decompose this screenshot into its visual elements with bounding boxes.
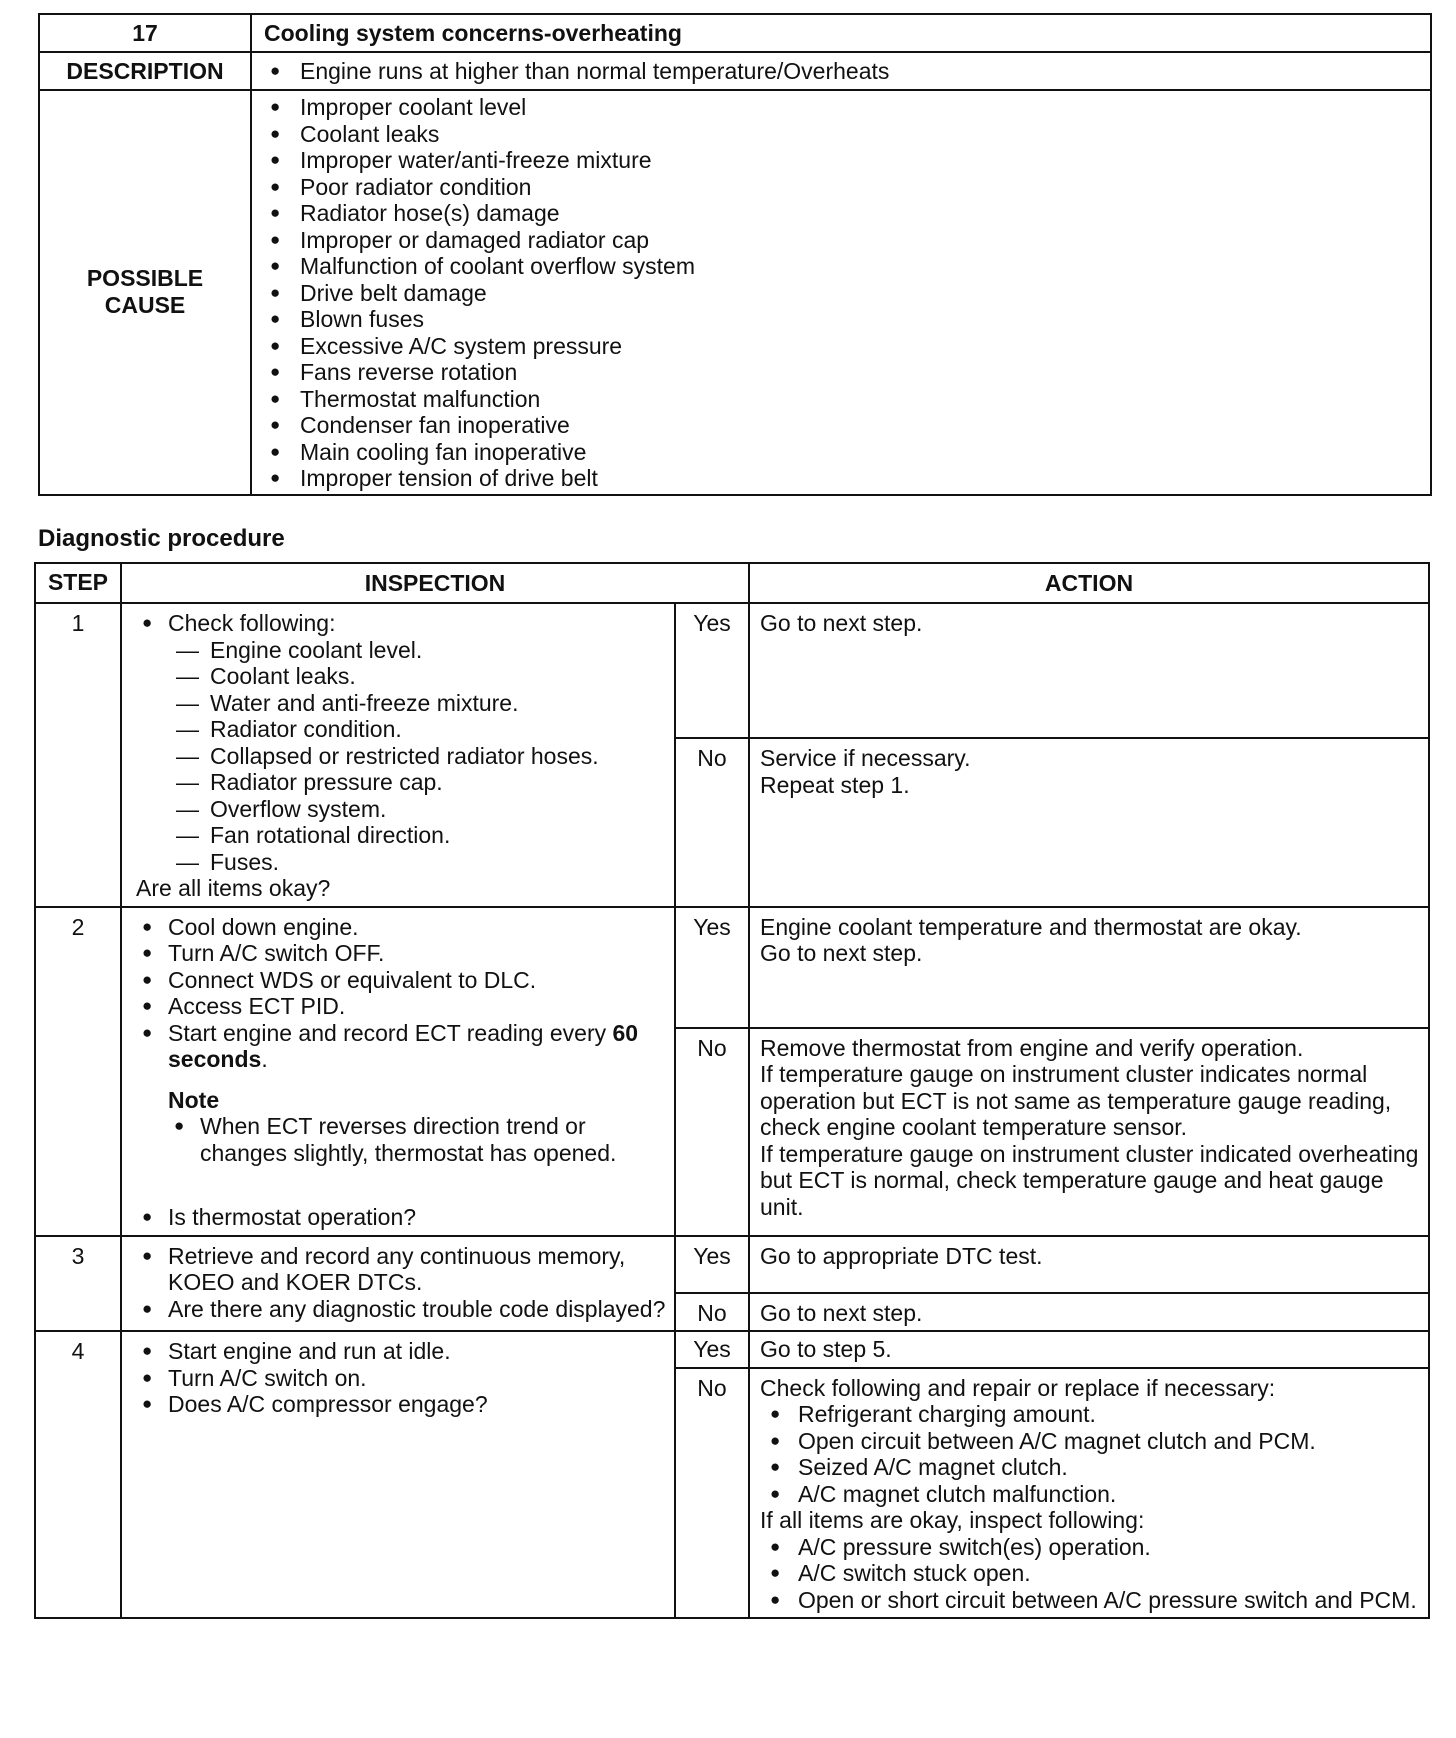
cause-item: ● Blown fuses [264, 306, 1429, 333]
action-item: ● Open circuit between A/C magnet clutch and PCM. [768, 1428, 1420, 1455]
step-row-1 [35, 603, 1429, 738]
step-4-no-list-1 [760, 1401, 1420, 1507]
cause-item: ● Improper coolant level [264, 94, 1429, 121]
step-4-inspection [121, 1331, 675, 1618]
step-3-yes-action: Go to appropriate DTC test. [749, 1236, 1429, 1293]
concern-header-row [39, 14, 1431, 52]
step-1-no-action: Service if necessary. Repeat step 1. [749, 738, 1429, 907]
step-row-3 [35, 1236, 1429, 1293]
note-text: ● When ECT reverses direction trend or changes slightly, thermostat has opened. [168, 1113, 666, 1166]
inspect-item: ● Start engine and record ECT reading every 60 seconds. [136, 1020, 666, 1073]
step-2-inspection [121, 907, 675, 1236]
cause-list [264, 94, 1429, 492]
yes-label: Yes [675, 603, 749, 738]
action-item: ● A/C magnet clutch malfunction. [768, 1481, 1420, 1508]
cause-item: ● Radiator hose(s) damage [264, 200, 1429, 227]
description-label: DESCRIPTION [39, 52, 251, 90]
cause-item: ● Fans reverse rotation [264, 359, 1429, 386]
step-2-yes-action: Engine coolant temperature and thermostat are okay. Go to next step. [749, 907, 1429, 1028]
step-number: 4 [35, 1331, 121, 1618]
no-label: No [675, 1028, 749, 1236]
step-1-yes-action: Go to next step. [749, 603, 1429, 738]
step-1-check-list [136, 637, 666, 876]
inspection-header: INSPECTION [121, 563, 749, 603]
step-3-list [136, 1243, 666, 1323]
cause-item: ● Thermostat malfunction [264, 386, 1429, 413]
action-item: ● Seized A/C magnet clutch. [768, 1454, 1420, 1481]
cause-item: ● Malfunction of coolant overflow system [264, 253, 1429, 280]
inspect-item: ● Are there any diagnostic trouble code displayed? [136, 1296, 666, 1323]
no-label: No [675, 1293, 749, 1332]
cause-item: ● Drive belt damage [264, 280, 1429, 307]
inspect-item: ● Start engine and run at idle. [136, 1338, 666, 1365]
check-item: — Fuses. [176, 849, 666, 876]
possible-cause-label [39, 90, 251, 495]
step-2-list [136, 914, 666, 1073]
step-4-yes-action: Go to step 5. [749, 1331, 1429, 1368]
check-item: — Radiator pressure cap. [176, 769, 666, 796]
step-number: 2 [35, 907, 121, 1236]
check-item: — Fan rotational direction. [176, 822, 666, 849]
step-4-list [136, 1338, 666, 1418]
concern-number: 17 [39, 14, 251, 52]
cause-item: ● Improper or damaged radiator cap [264, 227, 1429, 254]
procedure-header-row [35, 563, 1429, 603]
inspect-item: ● Cool down engine. [136, 914, 666, 941]
yes-label: Yes [675, 1236, 749, 1293]
step-3-inspection [121, 1236, 675, 1332]
check-item: — Water and anti-freeze mixture. [176, 690, 666, 717]
note-list [168, 1113, 666, 1166]
cause-item: ● Condenser fan inoperative [264, 412, 1429, 439]
step-1-inspection [121, 603, 675, 907]
inspect-item: ● Turn A/C switch on. [136, 1365, 666, 1392]
inspect-item: ● Turn A/C switch OFF. [136, 940, 666, 967]
cause-item: ● Improper tension of drive belt [264, 465, 1429, 492]
action-item: ● A/C switch stuck open. [768, 1560, 1420, 1587]
yes-label: Yes [675, 1331, 749, 1368]
cause-row [39, 90, 1431, 495]
check-item: — Coolant leaks. [176, 663, 666, 690]
concern-title: Cooling system concerns-overheating [251, 14, 1431, 52]
check-item: — Overflow system. [176, 796, 666, 823]
step-4-no-action: Check following and repair or replace if necessary: ● Refrigerant charging amount. ● Open circuit between A/C magnet clutch and PCM. ● Seized A/C magnet clutch. ● A/C magnet clutch malfunction. If all items are okay, inspect following: ● A/C pressure switch(es) operation. ● A/C switch stuck open. ● Open or short circuit between A/C pressure switch and PCM. [749, 1368, 1429, 1619]
inspect-item: ● Access ECT PID. [136, 993, 666, 1020]
check-item: — Engine coolant level. [176, 637, 666, 664]
step-2-no-action: Remove thermostat from engine and verify operation. If temperature gauge on instrument cluster indicates normal operation but ECT is not same as temperature gauge reading, check engine coolant temperature sensor. If temperature gauge on instrument cluster indicated overheating but ECT is normal, check temperature gauge and heat gauge unit. [749, 1028, 1429, 1236]
action-item: ● A/C pressure switch(es) operation. [768, 1534, 1420, 1561]
cause-item: ● Poor radiator condition [264, 174, 1429, 201]
procedure-table [34, 562, 1430, 1619]
check-item: — Radiator condition. [176, 716, 666, 743]
inspect-item: ● Retrieve and record any continuous memory, KOEO and KOER DTCs. [136, 1243, 666, 1296]
description-row [39, 52, 1431, 90]
step-4-no-list-2 [760, 1534, 1420, 1614]
step-row-2 [35, 907, 1429, 1028]
cause-item: ● Excessive A/C system pressure [264, 333, 1429, 360]
cause-item: ● Improper water/anti-freeze mixture [264, 147, 1429, 174]
yes-label: Yes [675, 907, 749, 1028]
step-3-no-action: Go to next step. [749, 1293, 1429, 1332]
no-label: No [675, 738, 749, 907]
step-1-lead: ● Check following: [136, 610, 666, 637]
step-row-4 [35, 1331, 1429, 1368]
action-item: ● Open or short circuit between A/C pressure switch and PCM. [768, 1587, 1420, 1614]
step-number: 3 [35, 1236, 121, 1332]
step-number: 1 [35, 603, 121, 907]
action-header: ACTION [749, 563, 1429, 603]
inspect-item: ● Connect WDS or equivalent to DLC. [136, 967, 666, 994]
cause-item: ● Main cooling fan inoperative [264, 439, 1429, 466]
description-list [264, 58, 1429, 85]
inspect-item: ● Does A/C compressor engage? [136, 1391, 666, 1418]
concern-table [38, 13, 1432, 496]
cause-label-line-1: POSSIBLE [86, 265, 204, 292]
note-title: Note [168, 1086, 220, 1113]
procedure-title: Diagnostic procedure [38, 525, 285, 552]
cause-item: ● Coolant leaks [264, 121, 1429, 148]
check-item: — Collapsed or restricted radiator hoses. [176, 743, 666, 770]
cause-label-line-2: CAUSE [104, 292, 186, 319]
description-text: ● Engine runs at higher than normal temperature/Overheats [264, 58, 1429, 85]
step-header: STEP [35, 563, 121, 603]
no-label: No [675, 1368, 749, 1619]
action-item: ● Refrigerant charging amount. [768, 1401, 1420, 1428]
step-1-question: Are all items okay? [136, 875, 331, 901]
step-2-question: ● Is thermostat operation? [136, 1204, 666, 1231]
